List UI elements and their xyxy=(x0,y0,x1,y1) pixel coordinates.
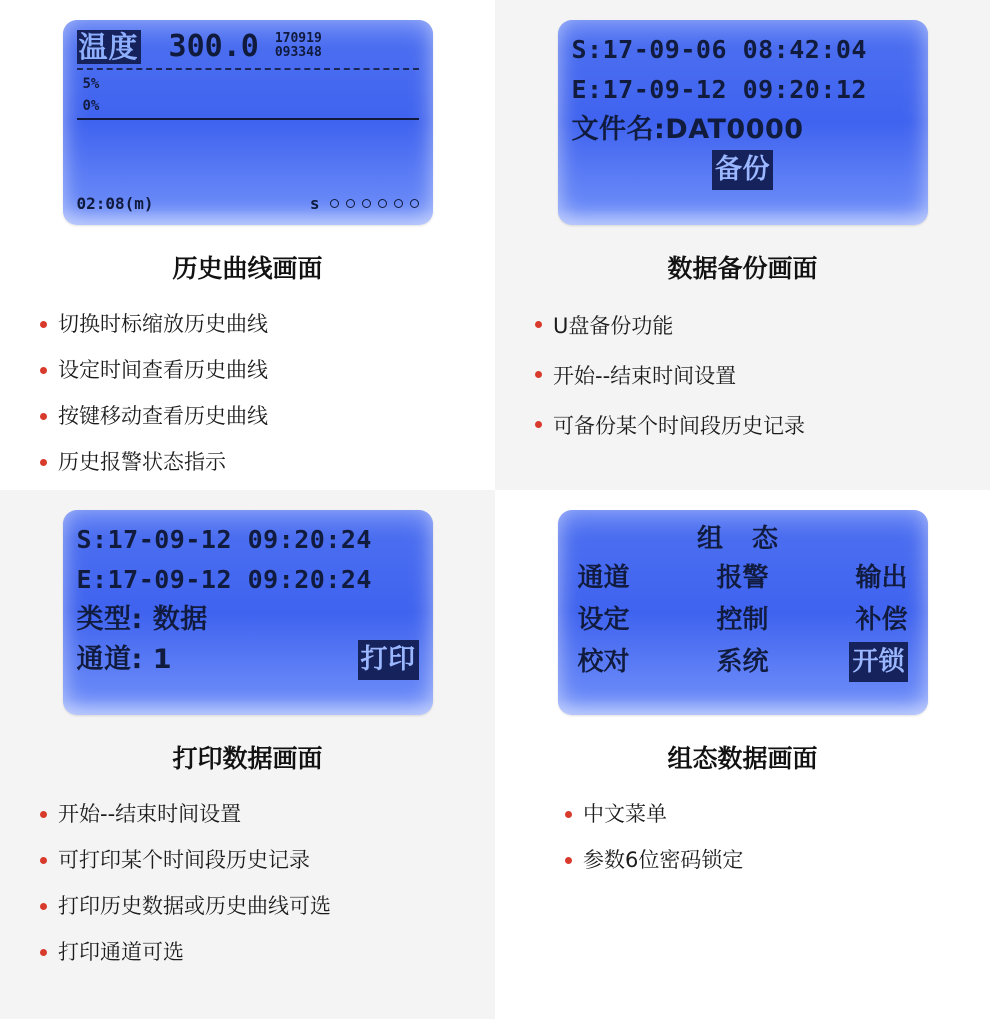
backup-start-time: S:17-09-06 08:42:04 xyxy=(571,35,867,64)
config-title: 组 态 xyxy=(696,524,789,554)
config-menu-item-output[interactable]: 输出 xyxy=(855,563,908,593)
config-menu-item-unlock[interactable]: 开锁 xyxy=(849,642,907,682)
backup-action-button[interactable]: 备份 xyxy=(712,150,773,190)
config-menu-item-calibration[interactable]: 校对 xyxy=(577,647,630,677)
list-item: 打印历史数据或历史曲线可选 xyxy=(38,883,331,929)
print-channel-row: 通道: 1 xyxy=(76,644,172,675)
lcd-timestamp xyxy=(275,32,322,60)
config-menu-item-channel[interactable]: 通道 xyxy=(577,563,630,593)
list-item: U盘备份功能 xyxy=(533,301,805,351)
curve-baseline xyxy=(77,118,419,120)
panel-feature-list xyxy=(523,301,805,451)
lcd-screen-configuration xyxy=(558,510,928,715)
config-menu-item-compensation[interactable]: 补偿 xyxy=(855,605,908,635)
curve-time-span: 02:08(m) xyxy=(76,194,154,213)
lcd-screen-data-backup xyxy=(558,20,928,225)
curve-scale-top: 5% xyxy=(82,76,100,92)
panel-feature-list xyxy=(523,791,743,883)
list-item: 可打印某个时间段历史记录 xyxy=(38,837,331,883)
list-item: 打印通道可选 xyxy=(38,929,331,975)
panel-configuration xyxy=(495,490,990,1019)
config-menu-item-control[interactable]: 控制 xyxy=(716,605,769,635)
panel-history-curve xyxy=(0,0,495,490)
panel-caption: 组态数据画面 xyxy=(667,744,818,773)
print-action-button[interactable]: 打印 xyxy=(358,640,419,680)
curve-scale-bottom: 0% xyxy=(82,98,100,114)
list-item: 参数6位密码锁定 xyxy=(563,837,743,883)
config-menu-item-alarm[interactable]: 报警 xyxy=(716,563,769,593)
panel-data-backup xyxy=(495,0,990,490)
lcd-timestamp-date: 170919 xyxy=(274,31,322,46)
print-type-row: 类型: 数据 xyxy=(76,604,208,635)
alarm-indicator-dots xyxy=(330,199,419,208)
list-item: 历史报警状态指示 xyxy=(38,439,268,485)
print-start-time: S:17-09-12 09:20:24 xyxy=(76,525,372,554)
panel-caption: 历史曲线画面 xyxy=(172,254,323,283)
list-item: 中文菜单 xyxy=(563,791,743,837)
backup-end-time: E:17-09-12 09:20:12 xyxy=(571,75,867,104)
config-menu-item-system[interactable]: 系统 xyxy=(716,647,769,677)
list-item: 开始--结束时间设置 xyxy=(533,351,805,401)
lcd-timestamp-time: 093348 xyxy=(274,45,322,60)
config-menu-grid xyxy=(572,558,914,682)
backup-file-name: 文件名:DAT0000 xyxy=(571,114,804,145)
list-item: 按键移动查看历史曲线 xyxy=(38,393,268,439)
list-item: 切换时标缩放历史曲线 xyxy=(38,301,268,347)
print-end-time: E:17-09-12 09:20:24 xyxy=(76,565,372,594)
panel-feature-list xyxy=(28,791,331,975)
panel-print-data xyxy=(0,490,495,1019)
curve-dashed-gridline xyxy=(77,68,419,70)
panel-caption: 数据备份画面 xyxy=(667,254,818,283)
config-menu-item-setting[interactable]: 设定 xyxy=(577,605,630,635)
lcd-screen-print-data xyxy=(63,510,433,715)
lcd-screen-history-curve xyxy=(63,20,433,225)
lcd-channel-title: 温度 xyxy=(78,30,139,64)
list-item: 设定时间查看历史曲线 xyxy=(38,347,268,393)
alarm-state-label: s xyxy=(309,194,320,213)
lcd-value: 300.0 xyxy=(168,29,259,64)
list-item: 可备份某个时间段历史记录 xyxy=(533,401,805,451)
list-item: 开始--结束时间设置 xyxy=(38,791,331,837)
panel-caption: 打印数据画面 xyxy=(172,744,323,773)
panel-feature-list xyxy=(28,301,268,485)
